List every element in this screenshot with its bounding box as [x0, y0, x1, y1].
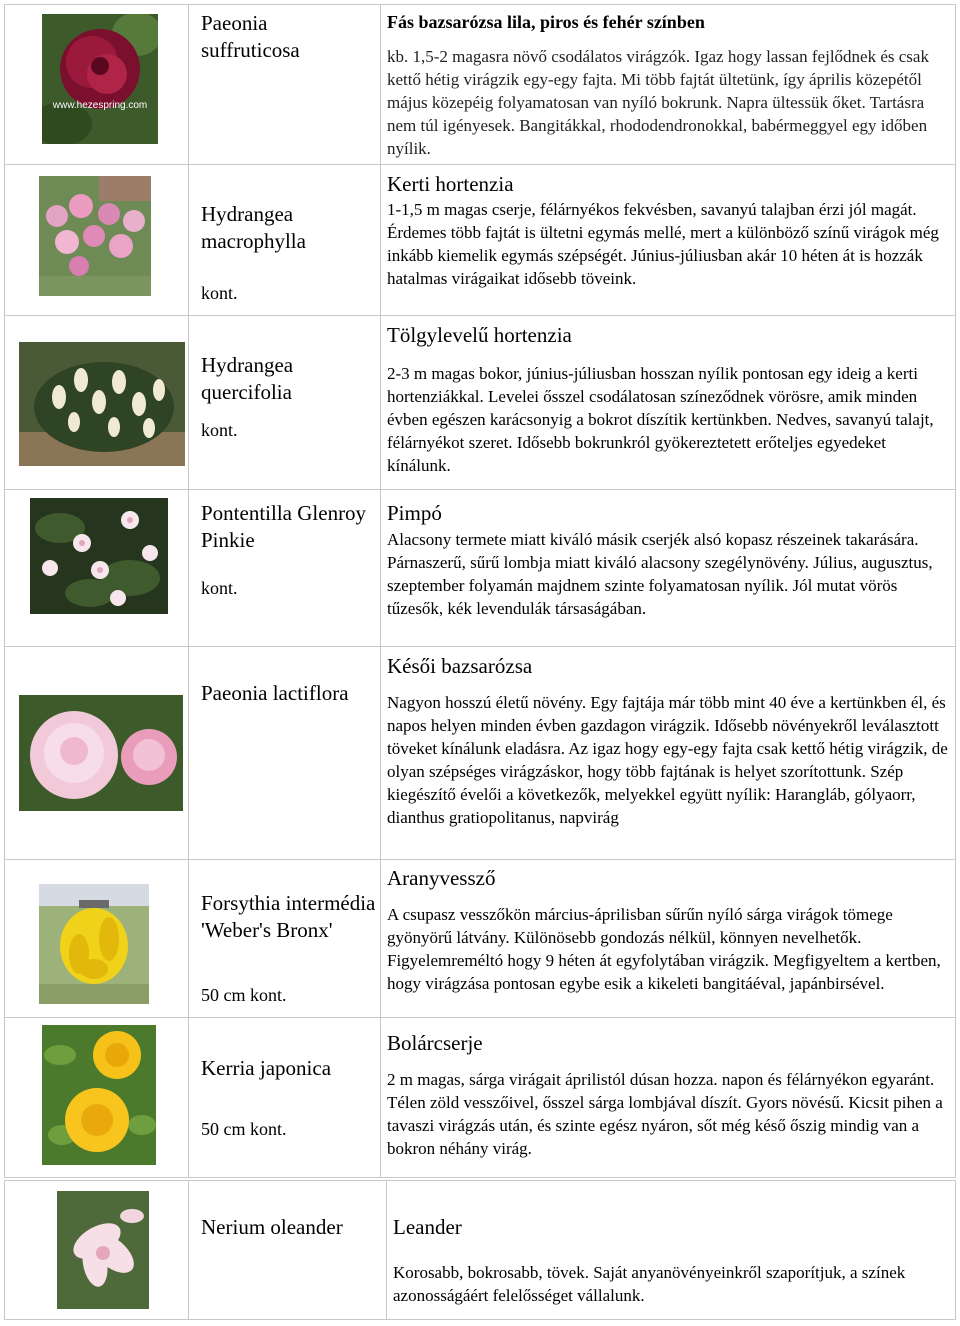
plant-description: 2 m magas, sárga virágait áprilistól dúsan hozza. napon és félárnyékon egyaránt. Télen zöld vesszőivel, ősszel sárga lombjával díszít. Gyors növésű. Kicsit pihen a tavaszi virágzás után, és szinte egész nyáron, sőt még késő őszig mindig van a bokron néhány virág. — [387, 1070, 943, 1158]
table-row — [4, 4, 956, 165]
description-cell — [381, 1018, 956, 1177]
latin-name-cell — [189, 5, 381, 164]
description-cell — [381, 165, 956, 315]
table-row — [4, 860, 956, 1018]
plant-description: 1-1,5 m magas cserje, félárnyékos fekvésben, savanyú talajban érzi jól magát. Érdemes több fajtát is ültetni egymás mellé, mert a különböző színű virágok még inkább kiemelik egymás szépségét. Június-júliusban akár 10 héten át is hozzák hatalmas virágaikat idősebb töveink. — [387, 200, 939, 288]
peony-photo — [19, 695, 183, 811]
pot-note: kont. — [201, 578, 238, 598]
latin-name: Paeonia suffruticosa — [201, 11, 300, 62]
photo-cell — [4, 1018, 189, 1177]
common-name: Pimpó — [387, 501, 442, 525]
table-row — [4, 1018, 956, 1178]
description-cell — [381, 5, 956, 164]
common-name: Leander — [393, 1215, 462, 1239]
photo-cell — [4, 165, 189, 315]
latin-name: Hydrangea quercifolia — [201, 353, 294, 404]
forsythia-photo — [39, 884, 149, 1004]
common-name: Bolárcserje — [387, 1031, 483, 1055]
latin-name: Pontentilla Glenroy Pinkie — [201, 501, 367, 552]
table-row — [4, 165, 956, 316]
latin-name: Paeonia lactiflora — [201, 681, 349, 705]
latin-name: Hydrangea macrophylla — [201, 202, 306, 253]
table-row — [4, 490, 956, 647]
latin-name-cell — [189, 1018, 381, 1177]
latin-name-cell — [189, 647, 381, 859]
peony-tree-photo — [42, 14, 158, 144]
photo-cell — [4, 316, 189, 489]
common-name: Késői bazsarózsa — [387, 654, 533, 678]
table-row — [4, 316, 956, 490]
latin-name-cell — [189, 490, 381, 646]
description-cell — [381, 860, 956, 1017]
plant-description: kb. 1,5-2 magasra növő csodálatos virágzók. Igaz hogy lassan fejlődnek és csak kettő hétig virágzik egy-egy fajta. Mi több fajtát ültetünk, így április közepétől május közepéig folyamatosan van nyíló bokrunk. Napra ültessük őket. Tartásra nem túl igényesek. Bangitákkal, rhododendronokkal, babérmeggyel egy időben nyílik. — [387, 47, 929, 158]
description-cell — [381, 316, 956, 489]
common-name: Tölgylevelű hortenzia — [387, 323, 572, 347]
latin-name-cell — [189, 165, 381, 315]
photo-cell — [4, 1181, 189, 1319]
latin-name-cell — [189, 1181, 387, 1319]
description-cell — [387, 1181, 956, 1319]
photo-cell — [4, 860, 189, 1017]
photo-cell — [4, 5, 189, 164]
photo-watermark: www.hezespring.com — [52, 100, 148, 111]
hydrangea-photo — [39, 176, 151, 296]
common-name: Aranyvessző — [387, 866, 496, 890]
latin-name: Kerria japonica — [201, 1056, 332, 1080]
oleander-photo — [57, 1191, 149, 1309]
kerria-photo — [42, 1025, 156, 1165]
common-name: Kerti hortenzia — [387, 172, 514, 196]
plant-description: Alacsony termete miatt kiváló másik cserjék alsó kopasz részeinek takarására. Párnaszerű, sűrű lombja miatt kiváló alacsony szegélynövény. Július, augusztus, szeptember folyamán majdnem szinte folyamatosan nyílik. Jól mutat vörös tűzesők, kék levendulák társaságában. — [387, 530, 933, 618]
pot-note: kont. — [201, 420, 238, 440]
potentilla-photo — [30, 498, 168, 614]
latin-name: Forsythia intermédia 'Weber's Bronx' — [201, 891, 376, 942]
pot-note: kont. — [201, 283, 238, 303]
table-row — [4, 1180, 956, 1320]
pot-note: 50 cm kont. — [201, 985, 287, 1005]
plant-description: 2-3 m magas bokor, június-júliusban hosszan nyílik pontosan egy ideig a kerti hortenziákkal. Levelei ősszel csodálatosan színeződnek vörösre, amik minden évben egészen karácsonyig a bokrot díszítik kertünkben. Nedves, savanyú talajt, félárnyékot szeret. Idősebb bokrunkról gyökereztetett erőteljes egyedeket kínálunk. — [387, 364, 934, 475]
oakleaf-hydrangea-photo — [19, 342, 185, 466]
common-name: Fás bazsarózsa lila, piros és fehér színben — [387, 12, 705, 32]
latin-name: Nerium oleander — [201, 1215, 343, 1239]
latin-name-cell — [189, 860, 381, 1017]
plant-description: A csupasz vesszőkön március-áprilisban sűrűn nyíló sárga virágok tömege gyönyörű látvány. Különösebb gondozás nélkül, könnyen nevelhetők. Figyelemreméltó hogy 9 héten át egyfolytában virágzik. Megfigyeltem a kertben, hogy virágzása pontosan egybe esik a kikeleti bangitáéval, japánbirsével. — [387, 905, 941, 993]
description-cell — [381, 647, 956, 859]
description-cell — [381, 490, 956, 646]
plant-description: Nagyon hosszú életű növény. Egy fajtája már több mint 40 éve a kertünkben él, és napos helyen minden évben gazdagon virágzik. Idősebb növényekről leválasztott töveket kínálunk eladásra. Az igaz hogy egy-egy fajta csak kettő hétig virágzik, de olyan szépséges virágzáskor, hogy több fajtának is helyet szorítottunk. Szép kiegészítő évelői a következők, melyekkel együtt nyílik: Harangláb, gólyaorr, dianthus gratiopolitanus, napvirág — [387, 693, 948, 827]
table-row — [4, 647, 956, 860]
photo-cell — [4, 647, 189, 859]
pot-note: 50 cm kont. — [201, 1119, 287, 1139]
photo-cell — [4, 490, 189, 646]
latin-name-cell — [189, 316, 381, 489]
plant-description: Korosabb, bokrosabb, tövek. Saját anyanövényeinkről szaporítjuk, a színek azonosságáért felelősséget vállalunk. — [393, 1263, 906, 1305]
